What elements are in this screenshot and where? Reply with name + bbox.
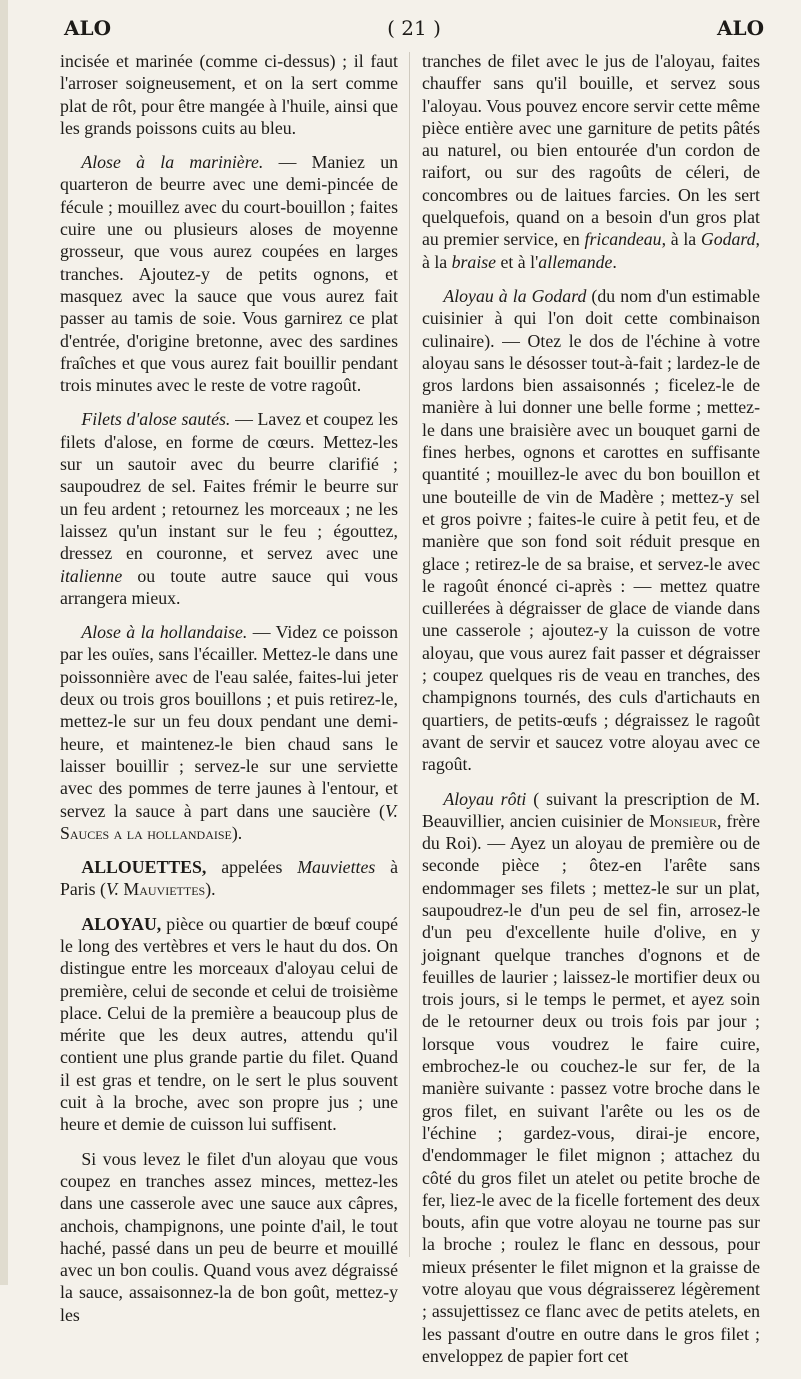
entry-filets-alose	[60, 408, 398, 609]
page-edge	[0, 0, 8, 1285]
entry-alose-mariniere	[60, 151, 398, 396]
text: ).	[231, 822, 243, 843]
text: ( suivant la prescription de M. Beauvillier, ancien cuisinier de	[422, 788, 760, 831]
paragraph	[60, 50, 398, 139]
entry-aloyau-roti	[422, 788, 760, 1368]
page-number: ( 21 )	[387, 16, 441, 40]
text: à Paris (	[60, 857, 398, 900]
entry-alose-hollandaise	[60, 621, 398, 844]
text: , à la	[422, 229, 760, 272]
entry-allouettes	[60, 856, 398, 901]
entry-title: Alose à la hollandaise.	[81, 622, 248, 643]
entry-aloyau	[60, 913, 398, 1136]
entry-body: — Videz ce poisson par les ouïes, sans l'écailler. Mettez-le dans une poissonnière avec de l'eau salée, faites-lui jeter deux ou trois gros bouillons ; et puis retirez-le, mettez-le sur un feu doux pendant une demi-heure, et maintenez-le bien chaud sans le laisser bouillir ; servez-le sur une serviette avec des pommes de terre jaunes à l'entour, et servez la sauce à part dans une saucière (	[60, 622, 398, 821]
right-column	[422, 50, 760, 1379]
cross-reference: Mauviettes	[118, 879, 206, 900]
see-marker: V.	[384, 800, 398, 821]
page-header	[64, 10, 764, 44]
italic-word: Mauviettes	[297, 857, 376, 878]
entry-title: Alose à la marinière.	[81, 152, 264, 173]
entry-title: Aloyau rôti	[443, 788, 527, 809]
headword: ALOYAU,	[81, 913, 162, 934]
text: ).	[205, 879, 216, 900]
entry-title: Aloyau à la Godard	[443, 285, 587, 306]
small-caps-name: Monsieur	[649, 810, 717, 831]
text: Si vous levez le filet d'un aloyau que vous coupez en tranches assez minces, mettez-les dans une casserole avec une sauce aux câpres, anchois, champignons, une pointe d'ail, le tout haché, passé dans un peu de beurre et mouillé avec un bon coulis. Quand vous avez dégraissé la sauce, assaisonnez-la de bon goût, mettez-y les	[60, 1148, 398, 1325]
text: .	[612, 251, 617, 272]
text: , à la	[661, 229, 701, 250]
entry-body: ou toute autre sauce qui vous arrangera mieux.	[60, 565, 398, 608]
text: incisée et marinée (comme ci-dessus) ; il faut l'arroser soigneusement, et on la sert comme plat de rôt, pour être mangée à l'huile, ainsi que les grands poissons cuits au bleu.	[60, 51, 398, 138]
paragraph	[60, 1148, 398, 1326]
italic-word: fricandeau	[584, 229, 662, 250]
entry-body: — Lavez et coupez les filets d'alose, en forme de cœurs. Mettez-les sur un sautoir avec du beurre clarifié ; saupoudrez de sel. Faites frémir le beurre sur un feu ardent ; retournez les morceaux ; ne les laissez qu'un instant sur le feu ; égouttez, dressez en couronne, et servez avec une	[60, 409, 398, 564]
text: appelées	[206, 857, 298, 878]
paragraph	[422, 50, 760, 273]
headword: ALLOUETTES,	[81, 857, 207, 878]
entry-aloyau-godard	[422, 285, 760, 776]
text: tranches de filet avec le jus de l'aloyau, faites chauffer sans qu'il bouille, et servez sous l'aloyau. Vous pouvez encore servir cette même pièce entière avec une garniture de petits pâtés au naturel, ou bien entourée d'un cordon de raifort, ou sur des ragoûts de céleri, de concombres ou de laitues farcies. On les sert quelquefois, quand on a besoin d'un gros plat au premier service, en	[422, 51, 760, 250]
left-column	[60, 50, 398, 1338]
italic-word: allemande	[538, 251, 613, 272]
column-divider	[409, 52, 410, 1257]
see-marker: V.	[105, 879, 119, 900]
text: , frère du Roi). — Ayez un aloyau de première ou de seconde pièce ; ôtez-en l'arête sans endommager ses filets ; mettez-le sur un plat, saupoudrez-le d'un peu de sel fin, arrosez-le d'un peu d'excellente huile d'olive, en y joignant quelque tranches d'ognons et de feuilles de laurier ; laissez-le mortifier deux ou trois jours, si le temps le permet, et ayez soin de le retourner deux ou trois fois par jour ; lorsque vous voudrez le faire cuire, embrochez-le ou couchez-le sur fer, de la manière suivante : passez votre broche dans le gros filet, en suivant l'arête ou les os de l'échine ; gardez-vous, dirai-je encore, d'endommager le filet mignon ; attachez du côté du gros filet un atelet ou petite broche de fer, liez-le avec de la ficelle fortement des deux bouts, afin que votre aloyau ne tourne pas sur la broche ; roulez le flanc en dessous, pour mieux présenter le filet mignon et la graisse de votre aloyau que vous dégraisserez légèrement ; assujettissez ce flanc avec de petits atelets, en les passant d'outre en outre dans le gros filet ; enveloppez de papier fort cet	[422, 810, 760, 1366]
running-head-right: ALO	[716, 16, 764, 40]
text: et à l'	[496, 251, 539, 272]
cross-reference: Sauces a la hollandaise	[60, 822, 232, 843]
italic-word: italienne	[60, 565, 123, 586]
running-head-left: ALO	[64, 16, 112, 40]
entry-body: (du nom d'un estimable cuisinier à qui l'on doit cette combinaison culinaire). — Otez le dos de l'échine à votre aloyau sans le désosser tout-à-fait ; lardez-le de gros lardons bien assaisonnés ; ficelez-le de manière à lui donner une belle forme ; mettez-le dans une braisière avec un bouquet garni de fines herbes, ognons et carottes en suffisante quantité ; mouillez-le avec du bon bouillon et une bouteille de vin de Madère ; mettez-y sel et gros poivre ; faites-le cuire à petit feu, et de manière que son fond soit réduit presque en glace ; retirez-le de sa braise, et servez-le avec le ragoût énoncé ci-après : — mettez quatre cuillerées à dégraisser de glace de viande dans une casserole ; ajoutez-y la cuisson de votre aloyau, que vous aurez fait passer et dégraisser ; coupez quelques ris de veau en tranches, des champignons tournés, des culs d'artichauts en quartiers, de petits-œufs ; dégraissez le ragoût avant de servir et saucez votre aloyau avec ce ragoût.	[422, 285, 760, 775]
entry-title: Filets d'alose sautés.	[81, 409, 231, 430]
entry-body: — Maniez un quarteron de beurre avec une demi-pincée de fécule ; mouillez avec du court-bouillon ; faites cuire une ou plusieurs aloses de moyenne grosseur, que vous aurez coupées en larges tranches. Ajoutez-y de petits ognons, et masquez avec la sauce que vous aurez fait passer au tamis de soie. Vous garnirez ce plat d'entrée, d'origine bretonne, avec des sardines fraîches et que vous aurez fait bouillir pendant trois minutes avec le reste de votre ragoût.	[60, 152, 398, 396]
italic-word: braise	[451, 251, 497, 272]
italic-word: Godard	[700, 229, 756, 250]
text: pièce ou quartier de bœuf coupé le long des vertèbres et vers le haut du dos. On distingue entre les morceaux d'aloyau celui de première, celui de seconde et celui de troisième place. Celui de la première a beaucoup plus de mérite que les deux autres, attendu qu'il contient une plus grande partie du filet. Quand il est gras et tendre, on le sert le plus souvent cuit à la broche, avec son propre jus ; une heure et demie de cuisson lui suffisent.	[60, 913, 398, 1135]
